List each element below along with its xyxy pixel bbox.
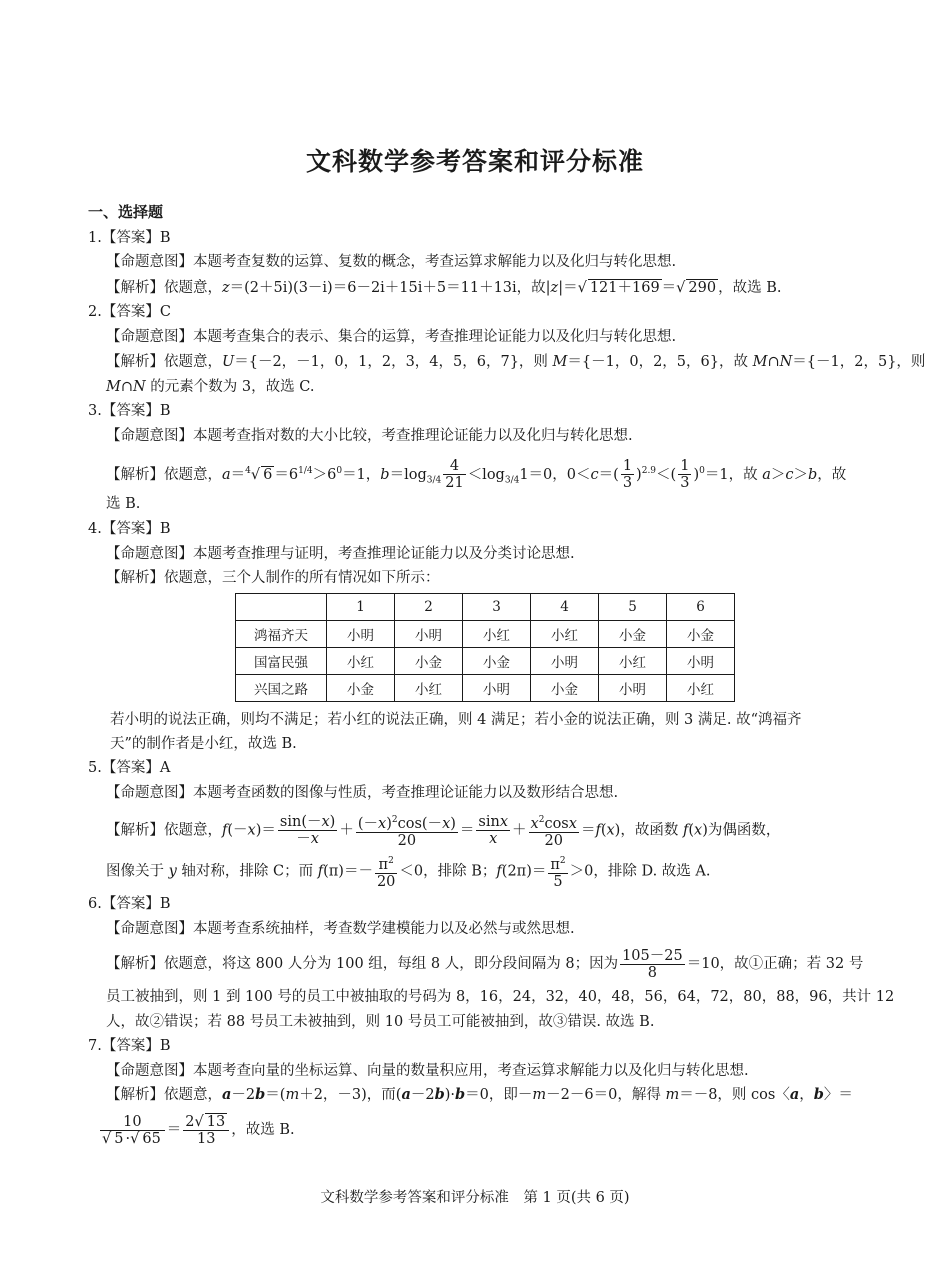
q4-analysis: 【解析】依题意，三个人制作的所有情况如下所示：	[106, 570, 440, 586]
q2-intent: 【命题意图】本题考查集合的表示、集合的运算，考查推理论证能力以及化归与转化思想.	[106, 329, 677, 345]
q2-analysis: 【解析】依题意，U＝{－2，－1，0，1，2，3，4，5，6，7}，则 M＝{－1，0，2，5，6}，故 M∩N＝{－1，2，5}，则	[106, 354, 926, 370]
table-cell: 小红	[463, 621, 531, 648]
page-title: 文科数学参考答案和评分标准	[305, 147, 644, 176]
table-cell: 小明	[463, 675, 531, 702]
q5-analysis-cont: 图像关于 y 轴对称，排除 C；而 f(π)＝－ $\frac{\pi^2}{20}$ ＜0，排除 B；f(2π)＝ $\frac{\pi^2}{5}$ ＞0，排除 D. 故选 A.	[106, 853, 710, 890]
table-cell: 国富民强	[236, 648, 327, 675]
table-cell: 小明	[327, 621, 395, 648]
page-footer: 文科数学参考答案和评分标准 第 1 页(共 6 页)	[320, 1190, 630, 1206]
q6-analysis-cont2: 人，故②错误；若 88 号员工未被抽到，则 10 号员工可能被抽到，故③错误. 故选 B.	[106, 1014, 655, 1030]
q6-analysis-cont: 员工被抽到，则 1 到 100 号的员工中被抽取的号码为 8，16，24，32，40，48，56，64，72，80，88，96，共计 12	[106, 989, 895, 1005]
q2-answer: 2.【答案】C	[88, 304, 171, 320]
q7-analysis-cont: $\frac{10}{√ 5 \cdot√ 65}$ ＝ $\frac{2√ 13}{13}$ ，故选 B.	[102, 1113, 295, 1147]
q4-conclusion-cont: 天”的制作者是小红，故选 B.	[110, 736, 297, 752]
q6-intent: 【命题意图】本题考查系统抽样，考查数学建模能力以及必然与或然思想.	[106, 921, 575, 937]
table-row	[236, 648, 735, 675]
table-cell: 小金	[531, 675, 599, 702]
table-cell	[236, 594, 327, 621]
table-cell: 兴国之路	[236, 675, 327, 702]
table-cell: 小红	[327, 648, 395, 675]
q3-analysis-cont: 选 B.	[106, 496, 141, 512]
section-heading: 一、选择题	[88, 203, 164, 221]
table-cell: 小明	[531, 648, 599, 675]
q7-intent: 【命题意图】本题考查向量的坐标运算、向量的数量积应用，考查运算求解能力以及化归与转化思想.	[106, 1063, 749, 1079]
q6-answer: 6.【答案】B	[88, 896, 171, 912]
combination-table	[235, 593, 735, 702]
q7-analysis: 【解析】依题意，a－2b＝(m＋2，－3)，而(a－2b)·b＝0，即－m－2－6＝0，解得 m＝－8，则 cos〈a，b〉＝	[106, 1086, 853, 1103]
table-cell: 5	[599, 594, 667, 621]
q5-answer: 5.【答案】A	[88, 760, 171, 776]
table-cell: 4	[531, 594, 599, 621]
table-cell: 1	[327, 594, 395, 621]
table-cell: 小红	[599, 648, 667, 675]
table-cell: 小金	[395, 648, 463, 675]
table-row	[236, 621, 735, 648]
q3-analysis: 【解析】依题意，a＝$^4$√ $6 =6^{1/4}>6^0=1$，$b=\log_{3/4}$ $\frac{4}{21}$ $<\log_{3/4}1=0$，0＜c＝( $\frac{1}{3}$ )$^{2.9}$＜( $\frac{1}{3}$ )$^0$＝1，故 a＞c＞b，故	[106, 458, 847, 492]
table-row	[236, 675, 735, 702]
q1-intent: 【命题意图】本题考查复数的运算、复数的概念，考查运算求解能力以及化归与转化思想.	[106, 254, 677, 270]
table-cell: 小明	[395, 621, 463, 648]
q4-answer: 4.【答案】B	[88, 521, 171, 537]
q2-analysis-cont: M∩N 的元素个数为 3，故选 C.	[106, 379, 315, 395]
table-cell: 鸿福齐天	[236, 621, 327, 648]
table-cell: 小金	[463, 648, 531, 675]
q4-intent: 【命题意图】本题考查推理与证明，考查推理论证能力以及分类讨论思想.	[106, 546, 575, 562]
table-cell: 6	[667, 594, 735, 621]
table-cell: 2	[395, 594, 463, 621]
table-cell: 小金	[599, 621, 667, 648]
q3-answer: 3.【答案】B	[88, 403, 171, 419]
q6-analysis: 【解析】依题意，将这 800 人分为 100 组，每组 8 人，即分段间隔为 8；因为 $\frac{105-25}{8}$ ＝10，故①正确；若 32 号	[106, 947, 864, 981]
table-cell: 小明	[667, 648, 735, 675]
q3-intent: 【命题意图】本题考查指对数的大小比较，考查推理论证能力以及化归与转化思想.	[106, 428, 633, 444]
q7-answer: 7.【答案】B	[88, 1038, 171, 1054]
table-cell: 小红	[667, 675, 735, 702]
table-header-row	[236, 594, 735, 621]
q4-conclusion: 若小明的说法正确，则均不满足；若小红的说法正确，则 4 满足；若小金的说法正确，则 3 满足. 故“鸿福齐	[110, 712, 802, 728]
q5-intent: 【命题意图】本题考查函数的图像与性质，考查推理论证能力以及数形结合思想.	[106, 785, 619, 801]
table-cell: 小红	[531, 621, 599, 648]
q1-answer: 1.【答案】B	[88, 230, 171, 246]
table-cell: 小红	[395, 675, 463, 702]
table-cell: 3	[463, 594, 531, 621]
q5-analysis: 【解析】依题意，f(－x)＝ $\frac{\sin(-x)}{-x}$ ＋ $\frac{(-x)^2\cos(-x)}{20}$ ＝ $\frac{\sin x}{x}$ ＋ $\frac{x^2\cos x}{20}$ ＝f(x)，故函数 f(x)为偶函数，	[106, 813, 781, 849]
table-cell: 小金	[327, 675, 395, 702]
table-cell: 小明	[599, 675, 667, 702]
table-cell: 小金	[667, 621, 735, 648]
q1-analysis: 【解析】依题意，z＝(2＋5i)(3－i)＝6－2i＋15i＋5＝11＋13i，故|z|＝√ 121＋169 ＝√ 290 ，故选 B.	[106, 280, 782, 296]
